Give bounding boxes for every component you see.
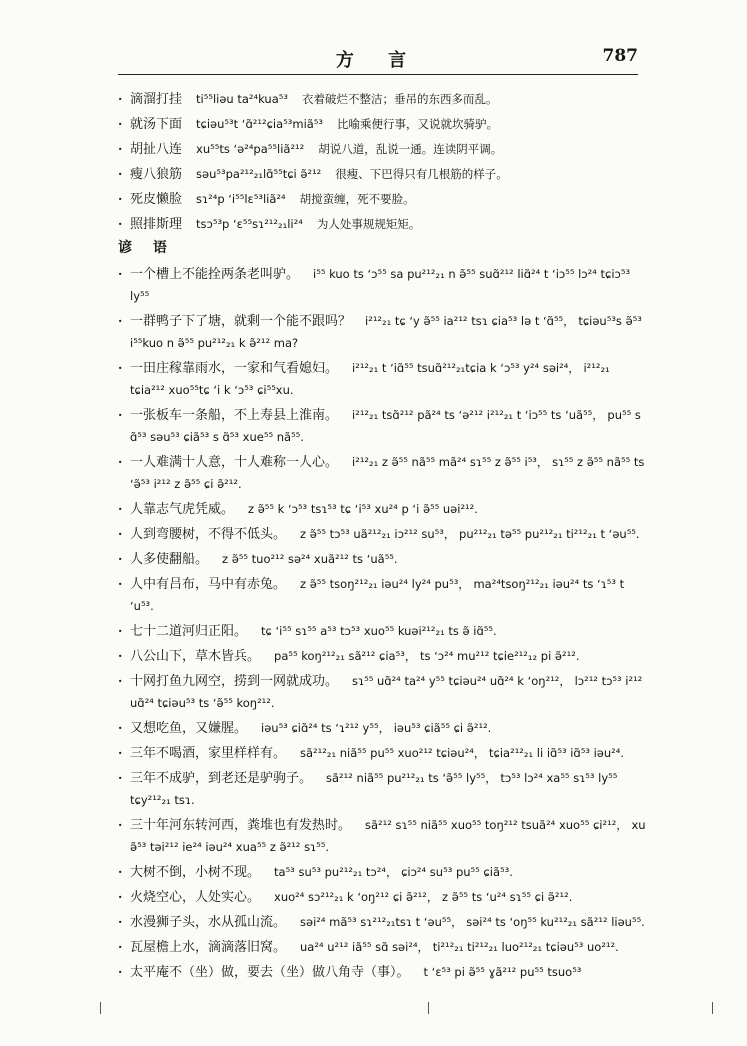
proverb-entry xyxy=(118,961,648,983)
entry-phonetic: i²¹²₂₁ tsɑ̃²¹² pã²⁴ ts ʻə²¹² i²¹²₂₁ t ʻiɔ⁵⁵ ts ʻuã⁵⁵， pu⁵⁵ s ɑ̃⁵³ səu⁵³ ɕiã⁵³ s ɑ̃⁵³ xue⁵⁵ nã⁵⁵. xyxy=(130,408,641,444)
proverb-entry xyxy=(118,263,648,307)
proverb-entry xyxy=(118,814,648,858)
entry-phonetic: tsɔ⁵³p ʻɛ⁵⁵sɿ²¹²₂₁li²⁴ xyxy=(196,217,303,231)
entry-phonetic: t ʻɛ⁵³ pi ə̃⁵⁵ ɣã²¹² pu⁵⁵ tsuo⁵³ xyxy=(423,965,582,979)
entry-chinese: 人到弯腰树，不得不低头。 xyxy=(130,527,287,542)
entry-chinese: 大树不倒，小树不现。 xyxy=(130,865,261,880)
proverb-entry xyxy=(118,310,648,354)
entry-phonetic: z ə̃⁵⁵ k ʻɔ⁵³ tsɿ⁵³ tɕ ʻi⁵³ xu²⁴ p ʻi ə̃⁵⁵ uəi²¹². xyxy=(248,502,478,516)
entry-chinese: 水漫狮子头，水从孤山流。 xyxy=(130,915,287,930)
proverb-entry xyxy=(118,936,648,958)
entry-chinese: 火烧空心，人处实心。 xyxy=(130,890,261,905)
margin-mark xyxy=(712,1002,713,1014)
entry-phonetic: sɿ²⁴p ʻi⁵⁵lɛ⁵³liã²⁴ xyxy=(196,192,286,206)
entry-gloss: 为人处事规规矩矩。 xyxy=(316,217,421,231)
proverb-entry xyxy=(118,548,648,570)
page-header xyxy=(118,44,638,72)
entry-chinese: 七十二道河归正阳。 xyxy=(130,624,248,639)
entry-chinese: 人靠志气虎凭威。 xyxy=(130,502,235,517)
entry-chinese: 太平庵不（坐）做，要去（坐）做八角寺（事）。 xyxy=(130,965,410,980)
proverb-entry xyxy=(118,523,648,545)
proverb-entry xyxy=(118,670,648,714)
entry-chinese: 三年不成驴，到老还是驴驹子。 xyxy=(130,771,313,786)
entry-chinese: 人多使翻船。 xyxy=(130,552,209,567)
proverb-entry xyxy=(118,717,648,739)
proverb-entry xyxy=(118,645,648,667)
entry-chinese: 滴溜打挂 xyxy=(130,92,183,107)
margin-mark xyxy=(428,1002,429,1014)
section-title: 谚 语 xyxy=(118,240,175,256)
entry-phonetic: z ə̃⁵⁵ tuo²¹² sə²⁴ xuã²¹² ts ʻuã⁵⁵. xyxy=(222,552,398,566)
idiom-entry xyxy=(118,213,648,235)
proverb-entry xyxy=(118,620,648,642)
entry-phonetic: pa⁵⁵ koŋ²¹²₂₁ sã²¹² ɕia⁵³， ts ʻɔ²⁴ mu²¹² tɕie²¹²₁₂ pi ə̃²¹². xyxy=(274,649,580,663)
proverb-entry xyxy=(118,451,648,495)
entry-gloss: 很瘦、下巴得只有几根筋的样子。 xyxy=(335,167,508,181)
entry-chinese: 死皮懒脸 xyxy=(130,192,183,207)
entry-chinese: 一群鸭子下了塘，就剩一个能不跟吗？ xyxy=(130,314,352,329)
entry-chinese: 一人难满十人意，十人难称一人心。 xyxy=(130,455,339,470)
entry-gloss: 胡说八道，乱说一通。连读阴平调。 xyxy=(318,142,503,156)
entry-phonetic: i²¹²₂₁ t ʻiɑ̃⁵⁵ tsuɑ̃²¹²₂₁tɕia k ʻɔ⁵³ y²⁴ səi²⁴， i²¹²₂₁ tɕia²¹² xuo⁵⁵tɕ ʻi k ʻɔ⁵³ ɕi⁵⁵xu. xyxy=(130,361,610,397)
entry-chinese: 瓦屋檐上水，滴滴落旧窝。 xyxy=(130,940,287,955)
proverb-list xyxy=(118,263,648,983)
entry-chinese: 十网打鱼九网空，捞到一网就成功。 xyxy=(130,674,339,689)
entry-phonetic: ua²⁴ u²¹² iã⁵⁵ sɑ̃ səi²⁴， ti²¹²₂₁ ti²¹²₂₁ luo²¹²₂₁ tɕiəu⁵³ uo²¹². xyxy=(300,940,619,954)
entry-phonetic: sã²¹²₂₁ niã⁵⁵ pu⁵⁵ xuo²¹² tɕiəu²⁴， tɕia²¹²₂₁ li iɑ̃⁵³ iɑ̃⁵³ iəu²⁴. xyxy=(300,746,625,760)
proverb-entry xyxy=(118,498,648,520)
proverb-entry xyxy=(118,861,648,883)
entry-chinese: 三十年河东转河西，粪堆也有发热时。 xyxy=(130,818,352,833)
entry-phonetic: xuo²⁴ sɔ²¹²₂₁ k ʻoŋ²¹² ɕi ə̃²¹²， z ə̃⁵⁵ ts ʻu²⁴ sɿ⁵⁵ ɕi ə̃²¹². xyxy=(274,890,573,904)
entry-gloss: 比喻乘便行事，又说就坎骑驴。 xyxy=(337,117,499,131)
entry-phonetic: tɕ ʻi⁵⁵ sɿ⁵⁵ a⁵³ tɔ⁵³ xuo⁵⁵ kuəi²¹²₂₁ ts ə̃ iɑ̃⁵⁵. xyxy=(261,624,497,638)
entry-chinese: 三年不喝酒，家里样样有。 xyxy=(130,746,287,761)
header-rule xyxy=(118,74,638,75)
entry-chinese: 就汤下面 xyxy=(130,117,183,132)
entry-chinese: 瘦八狼筋 xyxy=(130,167,183,182)
entry-chinese: 一张板车一条船，不上寿县上淮南。 xyxy=(130,408,339,423)
proverb-entry xyxy=(118,357,648,401)
entry-phonetic: xu⁵⁵ts ʻə²⁴pa⁵⁵liã²¹² xyxy=(196,142,305,156)
page-content xyxy=(118,88,648,986)
entry-phonetic: i⁵⁵ kuo ts ʻɔ⁵⁵ sa pu²¹²₂₁ n ə̃⁵⁵ suɑ̃²¹² liɑ̃²⁴ t ʻiɔ⁵⁵ lɔ²⁴ tɕiɔ⁵³ ly⁵⁵ xyxy=(130,267,631,303)
entry-phonetic: ta⁵³ su⁵³ pu²¹²₂₁ tɔ²⁴， ɕiɔ²⁴ su⁵³ pu⁵⁵ ɕiã⁵³. xyxy=(274,865,513,879)
idiom-list xyxy=(118,88,648,235)
proverb-entry xyxy=(118,742,648,764)
entry-phonetic: sã²¹² sɿ⁵⁵ niã⁵⁵ xuo⁵⁵ toŋ²¹² tsuã²⁴ xuo⁵⁵ ɕi²¹²， xu ə̃⁵³ təi²¹² ie²⁴ iəu²⁴ xua⁵⁵ z ə̃²¹² sɿ⁵⁵. xyxy=(130,818,646,854)
entry-phonetic: sã²¹² niã⁵⁵ pu²¹²₂₁ ts ʻə̃⁵⁵ ly⁵⁵， tɔ⁵³ lɔ²⁴ xa⁵⁵ sɿ⁵³ ly⁵⁵ tɕy²¹²₂₁ tsɿ. xyxy=(130,771,618,807)
page-number: 787 xyxy=(602,46,638,66)
idiom-entry xyxy=(118,163,648,185)
entry-chinese: 又想吃鱼，又嫌腥。 xyxy=(130,721,248,736)
margin-mark xyxy=(100,1002,101,1014)
entry-phonetic: i²¹²₂₁ tɕ ʻy ə̃⁵⁵ ia²¹² tsɿ ɕia⁵³ lə t ʻɑ̃⁵⁵， tɕiəu⁵³s ə̃⁵³ i⁵⁵kuo n ə̃⁵⁵ pu²¹²₂₁ k ə̃²¹² ma? xyxy=(130,314,642,350)
page-title: 方 言 xyxy=(335,50,421,71)
entry-phonetic: i²¹²₂₁ z ə̃⁵⁵ nã⁵⁵ mã²⁴ sɿ⁵⁵ z ə̃⁵⁵ i⁵³， sɿ⁵⁵ z ə̃⁵⁵ nã⁵⁵ ts ʻə̃⁵³ i²¹² z ə̃⁵⁵ ɕi ə̃²¹². xyxy=(130,455,645,491)
entry-gloss: 衣着破烂不整洁；垂吊的东西多而乱。 xyxy=(302,92,498,106)
idiom-entry xyxy=(118,138,648,160)
entry-chinese: 照排斯理 xyxy=(130,217,183,232)
entry-phonetic: səi²⁴ mã⁵³ sɿ²¹²₂₁tsɿ t ʻəu⁵⁵， səi²⁴ ts ʻoŋ⁵⁵ ku²¹²₂₁ sã²¹² liəu⁵⁵. xyxy=(300,915,645,929)
proverb-entry xyxy=(118,911,648,933)
entry-chinese: 一个槽上不能拴两条老叫驴。 xyxy=(130,267,300,282)
proverb-entry xyxy=(118,404,648,448)
entry-chinese: 一田庄稼靠雨水，一家和气看媳妇。 xyxy=(130,361,339,376)
proverb-entry xyxy=(118,767,648,811)
entry-phonetic: ti⁵⁵liəu ta²⁴kua⁵³ xyxy=(196,92,288,106)
proverb-entry xyxy=(118,886,648,908)
entry-chinese: 人中有吕布，马中有赤兔。 xyxy=(130,577,287,592)
entry-phonetic: z ə̃⁵⁵ tsoŋ²¹²₂₁ iəu²⁴ ly²⁴ pu⁵³， ma²⁴tsoŋ²¹²₂₁ iəu²⁴ ts ʻɿ⁵³ t ʻu⁵³. xyxy=(130,577,625,613)
entry-phonetic: tɕiəu⁵³t ʻɑ̃²¹²ɕia⁵³miã⁵³ xyxy=(196,117,324,131)
proverb-entry xyxy=(118,573,648,617)
entry-phonetic: səu⁵³pa²¹²₂₁lɑ̃⁵⁵tɕi ə̃²¹² xyxy=(196,167,322,181)
idiom-entry xyxy=(118,188,648,210)
idiom-entry xyxy=(118,113,648,135)
entry-chinese: 胡扯八连 xyxy=(130,142,183,157)
entry-phonetic: sɿ⁵⁵ uɑ̃²⁴ ta²⁴ y⁵⁵ tɕiəu²⁴ uɑ̃²⁴ k ʻoŋ²¹²， lɔ²¹² tɔ⁵³ i²¹² uɑ̃²⁴ tɕiəu⁵³ ts ʻə̃⁵⁵ koŋ²¹². xyxy=(130,674,643,710)
entry-phonetic: z ə̃⁵⁵ tɔ⁵³ uã²¹²₂₁ iɔ²¹² su⁵³， pu²¹²₂₁ tə⁵⁵ pu²¹²₂₁ ti²¹²₂₁ t ʻəu⁵⁵. xyxy=(300,527,640,541)
entry-gloss: 胡搅蛮缠，死不要脸。 xyxy=(299,192,415,206)
idiom-entry xyxy=(118,88,648,110)
entry-chinese: 八公山下，草木皆兵。 xyxy=(130,649,261,664)
entry-phonetic: iəu⁵³ ɕiɑ̃²⁴ ts ʻɿ²¹² y⁵⁵， iəu⁵³ ɕiã⁵⁵ ɕi ə̃²¹². xyxy=(261,721,492,735)
